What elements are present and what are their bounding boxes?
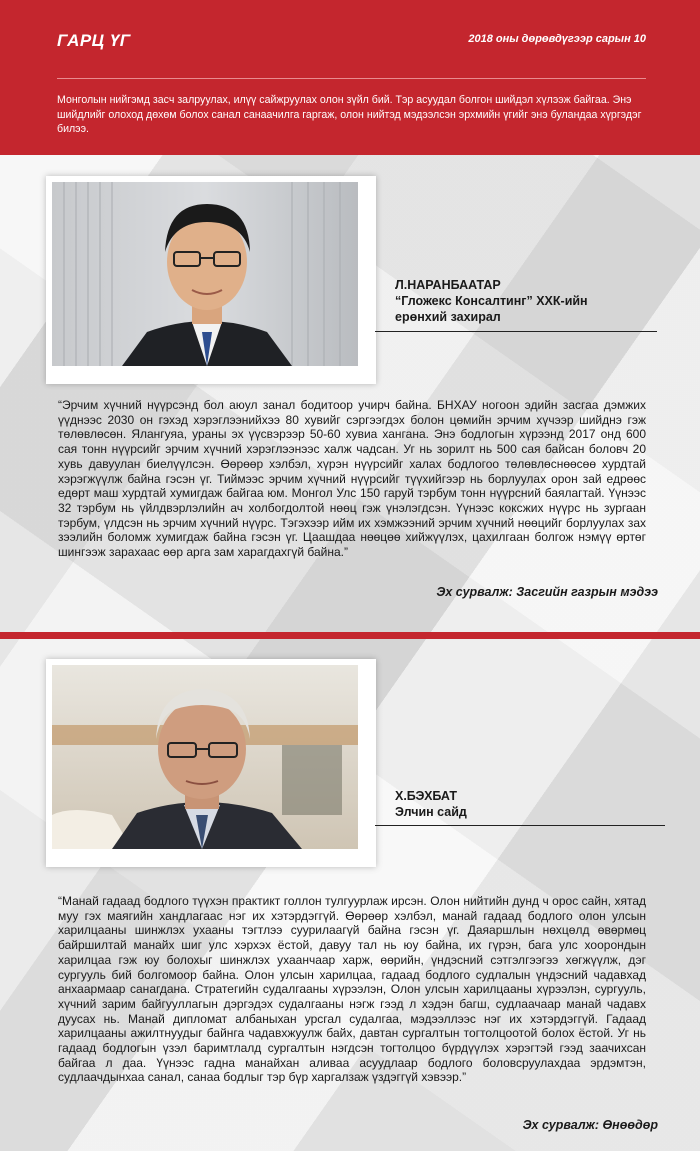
person-name-2: Х.БЭХБАТ bbox=[395, 789, 457, 803]
portrait-photo-1 bbox=[46, 176, 376, 384]
person-position-2: Элчин сайд bbox=[395, 805, 467, 819]
name-underline-2 bbox=[375, 825, 665, 826]
section-divider bbox=[0, 632, 700, 639]
quote-text-1: “Эрчим хүчний нүүрсэнд бол аюул занал бодитоор учирч байна. БНХАУ ногоон эдийн засгаа дэмжих үүднээс 2030 он гэхэд хэрэглээнийхээ 80 хувийг сэргээгдэх болон цөмийн эрчим хүчээр шийднэ гэж төлөвлөсөн. Ялангуяа, ураны эх үүсвэрээр 50-60 хувиа хангана. Энэ бодлогын хүрээнд 2017 онд 600 сая тонн нүүрсийг эрчим хүчний хэрэглээнээс халж чадсан. Уг нь зорилт нь 500 сая байсан боловч 20 хувь давуулан биелүүлсэн. Өөрөөр хэлбэл, хүрэн нүүрсийг халах бодлогоо төлөвлөснөөсөө хурдтай хэрэгжүүлж байна гэсэн үг. Тиймээс эрчим хүчний нүүрсийг түүхийгээр нь борлуулах орон зай едрөөс едөрт маш хурдтай хумигдаж байгаа юм. Монгол Улс 150 гаруй тэрбум тонн нүүрсний баялагтай. Үүнээс 32 тэрбум нь үйлдвэрлэлийн ач холбогдолтой нөөц гэж үнэлэгдсэн. Үүнээс коксжих нүүрс нь зургаан тэрбум, үлдсэн нь эрчим хүчний нүүрс. Тэгэхээр ийм их хэмжээний эрчим хүчний нөөцийг борлуулах зах зээлийн боломж хумигдаж байна гэсэн үг. Цаашдаа нөөцөө хийжүүлэх, цахилгаан болгож нэмүү өртөг шингээж зарахаас өөр арга зам харагдахгүй байна.” bbox=[58, 398, 646, 560]
issue-date: 2018 оны дөрөвдүгээр сарын 10 bbox=[468, 33, 646, 45]
intro-text: Монголын нийгэмд засч залруулах, илүү сайжруулах олон зүйл бий. Тэр асуудал болгон шийдэл хүлээж байгаа. Энэ шийдлийг олоход дөхөм болох санал санаачилга гаргаж, олон нийтэд мэдээлсэн эрхмийн үгийг энэ буландаа хүргэдэг билээ. bbox=[57, 94, 642, 135]
quote-text-2: “Манай гадаад бодлого түүхэн практикт голлон тулгуурлаж ирсэн. Олон нийтийн дунд ч орос сайн, хятад муу гэх маягийн хандлагаас нэг их хэтэрдэггүй. Өөрөөр хэлбэл, манай гадаад бодлого олон улсын харилцааны шинжлэх ухааны тэгтлээ суурилаагүй байна гэсэн үг. Даяаршлын нөхцөлд өвөрмөц байршилтай манайх шиг улс хэрхэх ёстой, давуу тал нь юу байна, их гүрэн, бага улс хоорондын харилцаа гэж юу болохыг шинжлэх ухаанчаар харж, өөрийн, үндэсний сэтгэлгээгээ хөгжүүлж, дэг сургууль бий болгомоор байна. Олон улсын харилцаа, гадаад бодлого судлалын үндэсний чадавхад анхаармаар санагдана. Стратегийн судалгааны хүрээлэн, Олон улсын харилцааны хүрээлэн, сургууль, хүчний зарим байгууллагын дэргэдэх судалгааны нэгж гээд л хэдэн багш, судлаачаар манай чадавх дуусах нь. Манай дипломат албаныхан урсгал судалгаа, мэдээллээс нэг их хэтэрдэггүй. Гадаад харилцааны ажилтнуудыг байнга чадавхжуулж байх, давтан сургалтын тогтолцоотой болох ёстой. Уг нь гадаад бодлогын үзэл баримтлалд сургалтын нэгдсэн тогтолцоо бүрдүүлэх хэрэгтэй гээд заачихсан байгаа л даа. Үүнээс гадна манайхан аливаа асуудлаар бодлого боловсруулахдаа эрдэмтэн, судлаачдынхаа санал, санаа бодлыг тэр бүр харгалзаж үздэггүй хэвээр.” bbox=[58, 894, 646, 1085]
source-label-1: Эх сурвалж: Засгийн газрын мэдээ bbox=[436, 585, 658, 599]
header-divider bbox=[57, 78, 646, 79]
person-name-1: Л.НАРАНБААТАР bbox=[395, 278, 501, 292]
portrait-photo-2 bbox=[46, 659, 376, 867]
name-underline-1 bbox=[375, 331, 657, 332]
header-banner bbox=[0, 0, 700, 155]
person-position-1a: “Гложекс Консалтинг” ХХК-ийн bbox=[395, 294, 588, 308]
source-label-2: Эх сурвалж: Өнөөдөр bbox=[522, 1118, 658, 1132]
section-title: ГАРЦ ҮГ bbox=[57, 31, 131, 50]
portrait-image-2 bbox=[52, 665, 370, 861]
person-position-1b: ерөнхий захирал bbox=[395, 310, 501, 324]
portrait-image-1 bbox=[52, 182, 370, 378]
